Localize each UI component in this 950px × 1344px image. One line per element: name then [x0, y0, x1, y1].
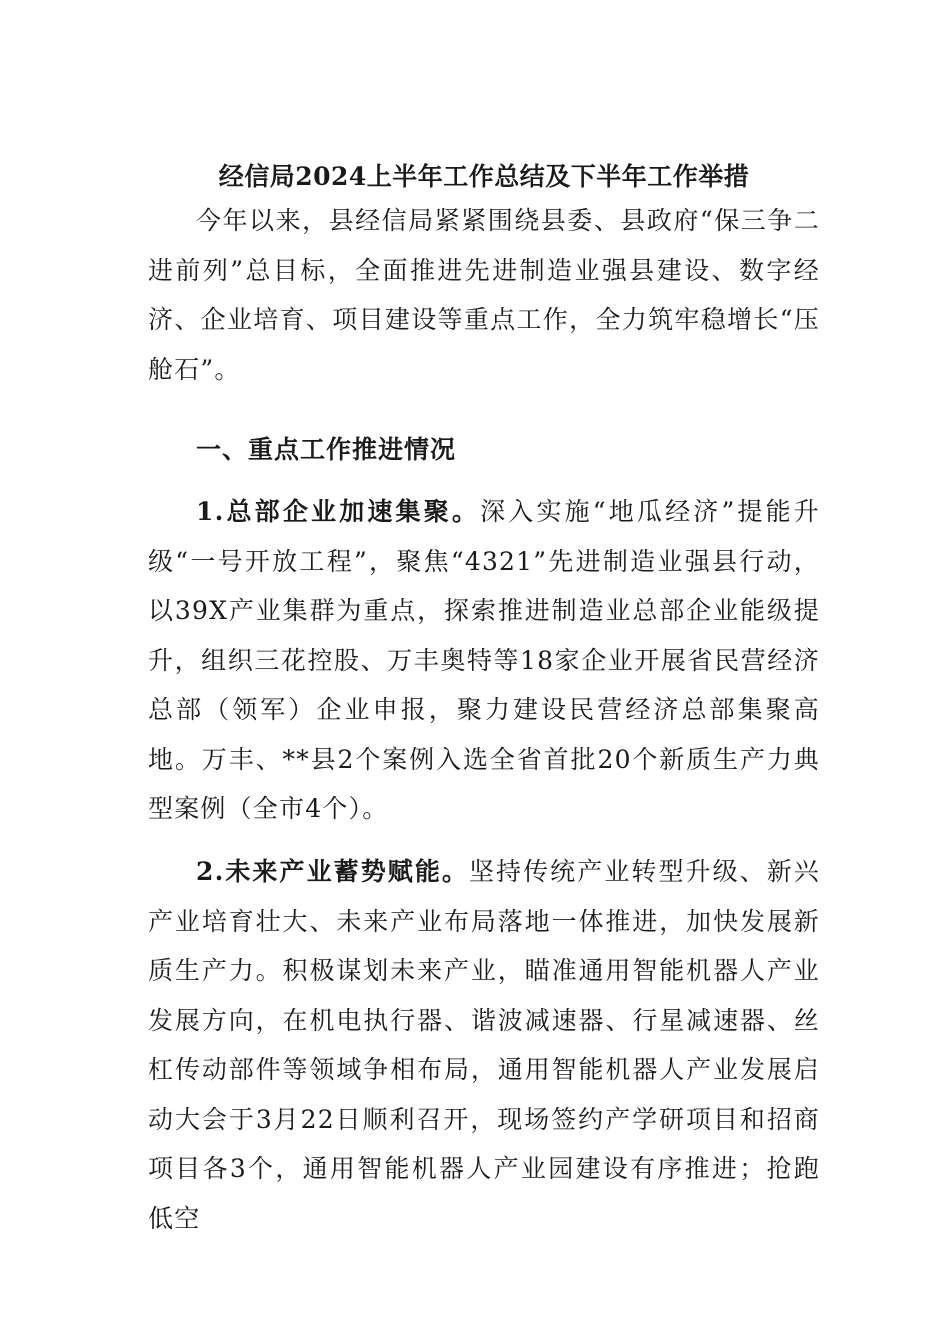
document-title: 经信局2024上半年工作总结及下半年工作举措	[218, 162, 750, 191]
item-2-paragraph	[148, 847, 820, 1243]
item-1-body: 深入实施“地瓜经济”提能升级“一号开放工程”，聚焦“4321”先进制造业强县行动，以39X产业集群为重点，探索推进制造业总部企业能级提升，组织三花控股、万丰奥特等18家企业开展省民营经济总部（领军）企业申报，聚力建设民营经济总部集聚高地。万丰、**县2个案例入选全省首批20个新质生产力典型案例（全市4个）。	[148, 497, 820, 823]
item-2-body: 坚持传统产业转型升级、新兴产业培育壮大、未来产业布局落地一体推进，加快发展新质生产力。积极谋划未来产业，瞄准通用智能机器人产业发展方向，在机电执行器、谐波减速器、行星减速器、丝杠传动部件等领域争相布局，通用智能机器人产业发展启动大会于3月22日顺利召开，现场签约产学研项目和招商项目各3个，通用智能机器人产业园建设有序推进；抢跑低空	[148, 857, 820, 1233]
section-heading-1: 一、重点工作推进情况	[196, 435, 457, 464]
item-1-lead: 1.总部企业加速集聚。	[196, 497, 481, 526]
intro-paragraph: 今年以来，县经信局紧紧围绕县委、县政府“保三争二进前列”总目标，全面推进先进制造业强县建设、数字经济、企业培育、项目建设等重点工作，全力筑牢稳增长“压舱石”。	[148, 206, 820, 384]
item-1-paragraph	[148, 487, 820, 834]
item-2-lead: 2.未来产业蓄势赋能。	[196, 857, 469, 886]
